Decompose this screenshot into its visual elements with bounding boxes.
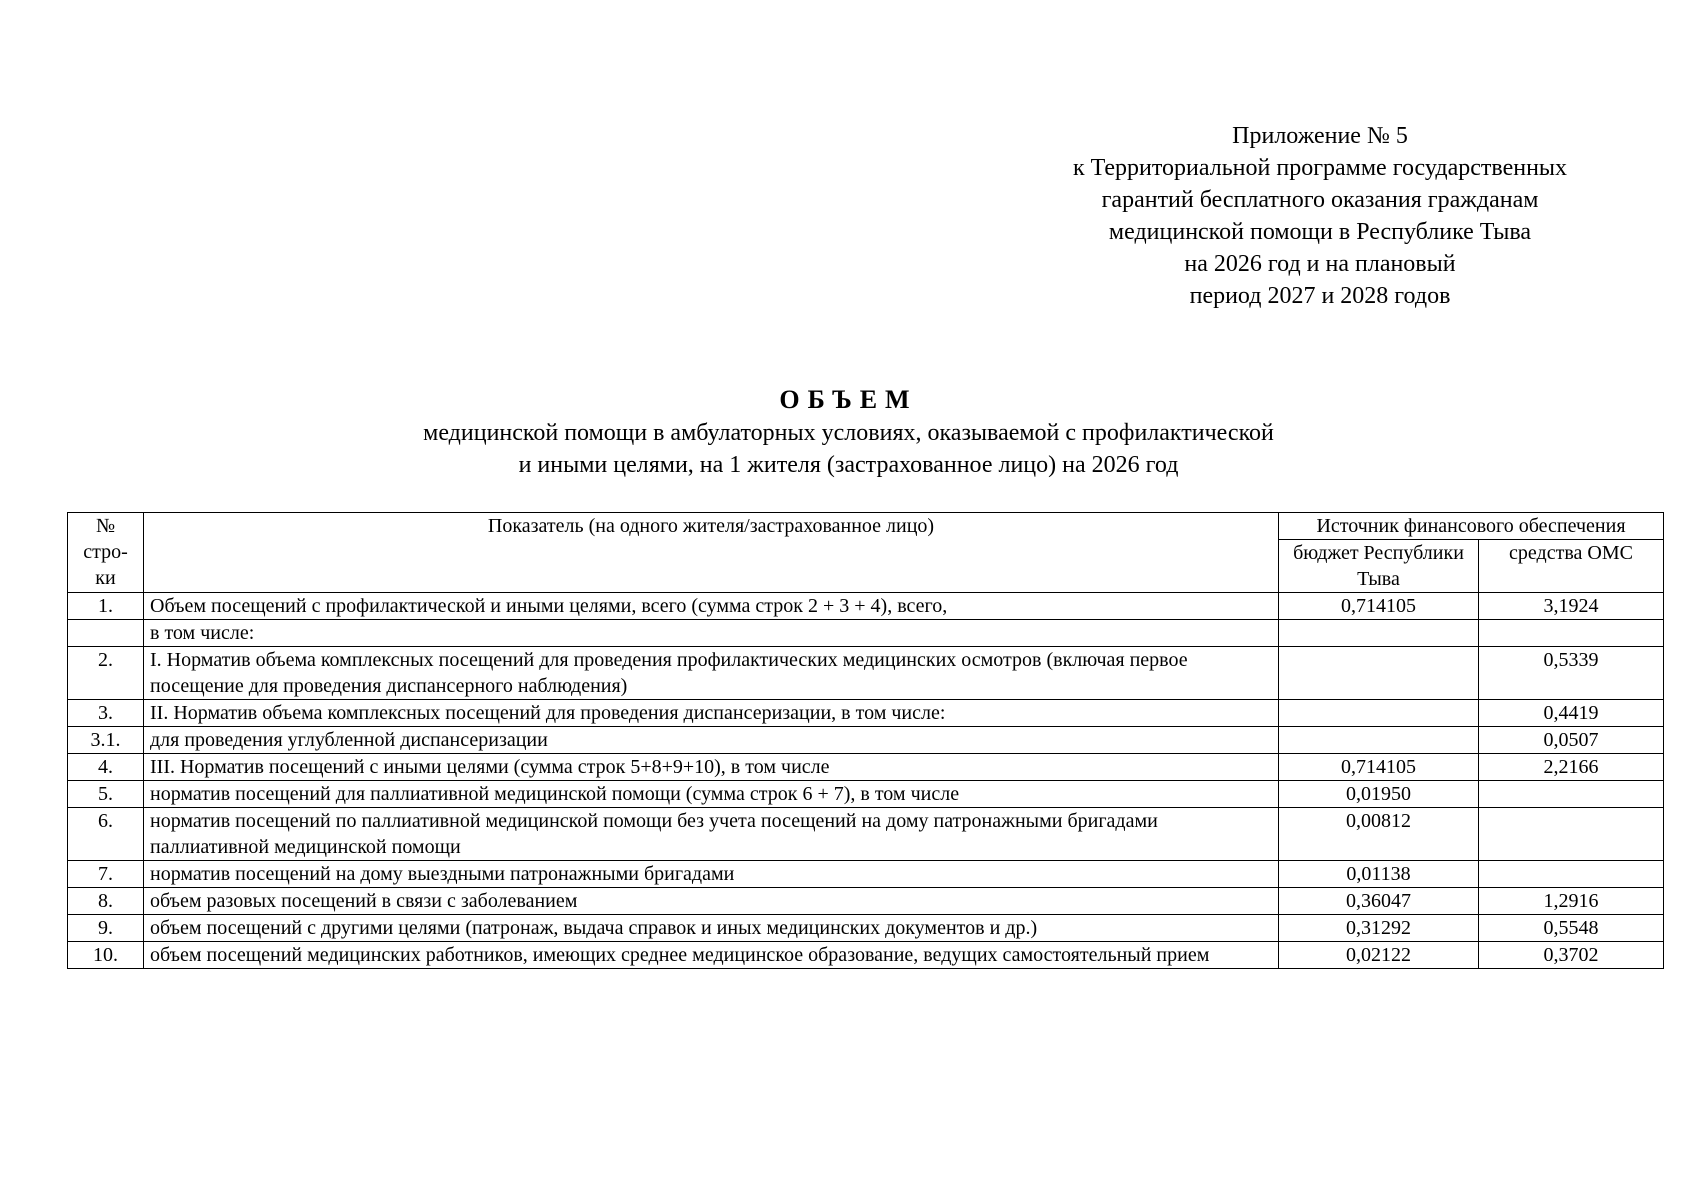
budget-value-cell	[1279, 727, 1479, 754]
oms-value-cell: 0,0507	[1479, 727, 1664, 754]
header-budget: бюджет Республики Тыва	[1279, 540, 1479, 593]
budget-value-cell: 0,36047	[1279, 888, 1479, 915]
budget-value-cell: 0,01950	[1279, 781, 1479, 808]
table-row	[68, 593, 1664, 620]
row-number-cell: 9.	[68, 915, 144, 942]
title-subtitle-line1: медицинской помощи в амбулаторных условиях, оказываемой с профилактической	[423, 420, 1274, 446]
table-row	[68, 808, 1664, 861]
oms-value-cell: 0,4419	[1479, 700, 1664, 727]
table-row	[68, 754, 1664, 781]
indicator-cell: III. Норматив посещений с иными целями (сумма строк 5+8+9+10), в том числе	[144, 754, 1279, 781]
indicator-cell: объем посещений медицинских работников, имеющих среднее медицинское образование, ведущих самостоятельный прием	[144, 942, 1279, 969]
table-row	[68, 861, 1664, 888]
row-number-cell: 8.	[68, 888, 144, 915]
table-row	[68, 700, 1664, 727]
indicator-cell: II. Норматив объема комплексных посещений для проведения диспансеризации, в том числе:	[144, 700, 1279, 727]
document-title	[0, 383, 1697, 481]
indicator-cell: объем посещений с другими целями (патронаж, выдача справок и иных медицинских документов и др.)	[144, 915, 1279, 942]
table-row	[68, 620, 1664, 647]
indicator-cell: норматив посещений на дому выездными патронажными бригадами	[144, 861, 1279, 888]
oms-value-cell	[1479, 861, 1664, 888]
appendix-line: медицинской помощи в Республике Тыва	[1108, 219, 1532, 245]
row-number-cell	[68, 620, 144, 647]
row-number-cell: 2.	[68, 647, 144, 700]
row-number-cell: 3.	[68, 700, 144, 727]
budget-value-cell	[1279, 620, 1479, 647]
table-row	[68, 727, 1664, 754]
budget-value-cell: 0,02122	[1279, 942, 1479, 969]
header-row-number: № стро-ки	[68, 513, 144, 593]
table-header	[68, 513, 1664, 593]
appendix-header	[1020, 120, 1620, 312]
appendix-line: период 2027 и 2028 годов	[1189, 283, 1451, 309]
header-funding-source: Источник финансового обеспечения	[1279, 513, 1664, 540]
budget-value-cell: 0,714105	[1279, 754, 1479, 781]
row-number-cell: 4.	[68, 754, 144, 781]
header-oms: средства ОМС	[1479, 540, 1664, 593]
indicator-cell: объем разовых посещений в связи с заболеванием	[144, 888, 1279, 915]
table-row	[68, 942, 1664, 969]
indicator-cell: норматив посещений по паллиативной медицинской помощи без учета посещений на дому патронажными бригадами паллиативной медицинской помощи	[144, 808, 1279, 861]
appendix-line: к Территориальной программе государственных	[1072, 155, 1568, 181]
oms-value-cell: 0,5339	[1479, 647, 1664, 700]
row-number-cell: 10.	[68, 942, 144, 969]
row-number-cell: 3.1.	[68, 727, 144, 754]
oms-value-cell: 2,2166	[1479, 754, 1664, 781]
appendix-line: Приложение № 5	[1232, 123, 1408, 149]
budget-value-cell: 0,00812	[1279, 808, 1479, 861]
title-main: ОБЪЕМ	[779, 385, 918, 414]
indicator-cell: Объем посещений с профилактической и иными целями, всего (сумма строк 2 + 3 + 4), всего,	[144, 593, 1279, 620]
table-body	[68, 593, 1664, 969]
budget-value-cell	[1279, 647, 1479, 700]
oms-value-cell	[1479, 781, 1664, 808]
header-indicator: Показатель (на одного жителя/застрахованное лицо)	[144, 513, 1279, 593]
row-number-cell: 7.	[68, 861, 144, 888]
table-row	[68, 888, 1664, 915]
indicator-cell: I. Норматив объема комплексных посещений для проведения профилактических медицинских осмотров (включая первое посещение для проведения диспансерного наблюдения)	[144, 647, 1279, 700]
row-number-cell: 5.	[68, 781, 144, 808]
oms-value-cell	[1479, 620, 1664, 647]
table-row	[68, 781, 1664, 808]
oms-value-cell	[1479, 808, 1664, 861]
oms-value-cell: 1,2916	[1479, 888, 1664, 915]
oms-value-cell: 3,1924	[1479, 593, 1664, 620]
appendix-line: на 2026 год и на плановый	[1184, 251, 1456, 277]
oms-value-cell: 0,5548	[1479, 915, 1664, 942]
budget-value-cell	[1279, 700, 1479, 727]
indicator-cell: в том числе:	[144, 620, 1279, 647]
oms-value-cell: 0,3702	[1479, 942, 1664, 969]
title-subtitle-line2: и иными целями, на 1 жителя (застрахованное лицо) на 2026 год	[518, 452, 1179, 478]
indicator-cell: норматив посещений для паллиативной медицинской помощи (сумма строк 6 + 7), в том числе	[144, 781, 1279, 808]
table-row	[68, 915, 1664, 942]
budget-value-cell: 0,714105	[1279, 593, 1479, 620]
table-row	[68, 647, 1664, 700]
budget-value-cell: 0,01138	[1279, 861, 1479, 888]
budget-value-cell: 0,31292	[1279, 915, 1479, 942]
volume-table	[67, 512, 1664, 969]
row-number-cell: 1.	[68, 593, 144, 620]
indicator-cell: для проведения углубленной диспансеризации	[144, 727, 1279, 754]
appendix-line: гарантий бесплатного оказания гражданам	[1101, 187, 1539, 213]
row-number-cell: 6.	[68, 808, 144, 861]
